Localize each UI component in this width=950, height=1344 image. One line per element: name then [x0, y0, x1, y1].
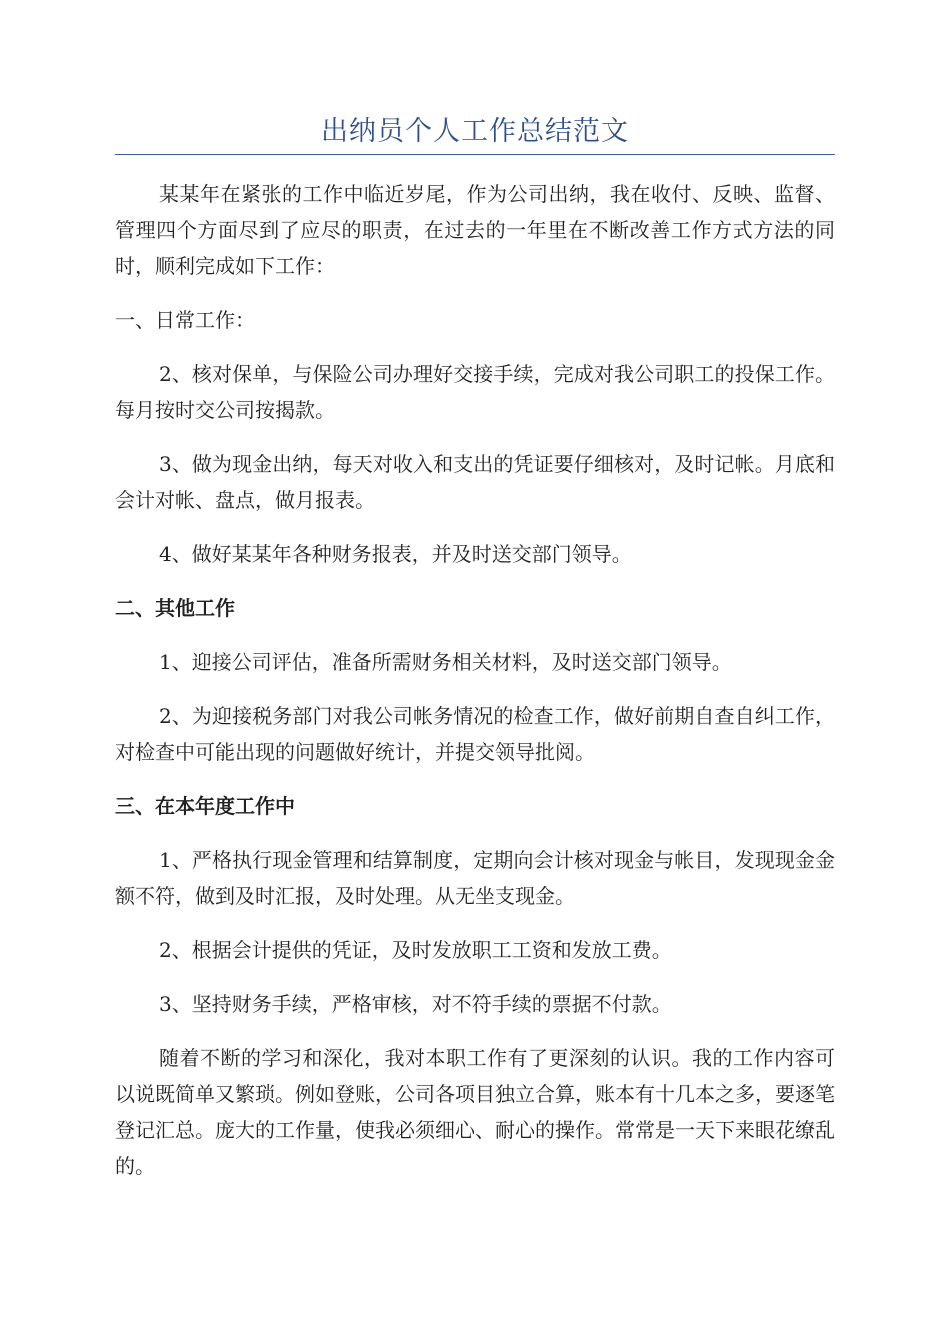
other-work-item-2: 2、为迎接税务部门对我公司帐务情况的检查工作，做好前期自查自纠工作，对检查中可能出现的问题做好统计，并提交领导批阅。 — [115, 704, 835, 764]
daily-work-item-3: 3、做为现金出纳，每天对收入和支出的凭证要仔细核对，及时记帐。月底和会计对帐、盘点，做月报表。 — [115, 452, 835, 512]
intro-paragraph: 某某年在紧张的工作中临近岁尾，作为公司出纳，我在收付、反映、监督、管理四个方面尽到了应尽的职责，在过去的一年里在不断改善工作方式方法的同时，顺利完成如下工作： — [115, 182, 835, 278]
document-title: 出纳员个人工作总结范文 — [321, 116, 629, 147]
title-underline — [115, 154, 835, 155]
annual-work-item-3: 3、坚持财务手续，严格审核，对不符手续的票据不付款。 — [159, 992, 672, 1016]
daily-work-item-4: 4、做好某某年各种财务报表，并及时送交部门领导。 — [159, 542, 632, 566]
section-heading-annual-work: 三、在本年度工作中 — [115, 794, 295, 818]
closing-paragraph: 随着不断的学习和深化，我对本职工作有了更深刻的认识。我的工作内容可以说既简单又繁琐。例如登账，公司各项目独立合算，账本有十几本之多，要逐笔登记汇总。庞大的工作量，使我必须细心、耐心的操作。常常是一天下来眼花缭乱的。 — [115, 1046, 835, 1178]
other-work-item-1: 1、迎接公司评估，准备所需财务相关材料，及时送交部门领导。 — [159, 650, 732, 674]
document-body — [115, 176, 835, 1202]
section-heading-other-work: 二、其他工作 — [115, 596, 235, 620]
annual-work-item-1: 1、严格执行现金管理和结算制度，定期向会计核对现金与帐目，发现现金金额不符，做到及时汇报，及时处理。从无坐支现金。 — [115, 848, 835, 908]
section-heading-daily-work: 一、日常工作： — [115, 308, 255, 332]
annual-work-item-2: 2、根据会计提供的凭证，及时发放职工工资和发放工费。 — [159, 938, 672, 962]
daily-work-item-2: 2、核对保单，与保险公司办理好交接手续，完成对我公司职工的投保工作。每月按时交公司按揭款。 — [115, 362, 835, 422]
